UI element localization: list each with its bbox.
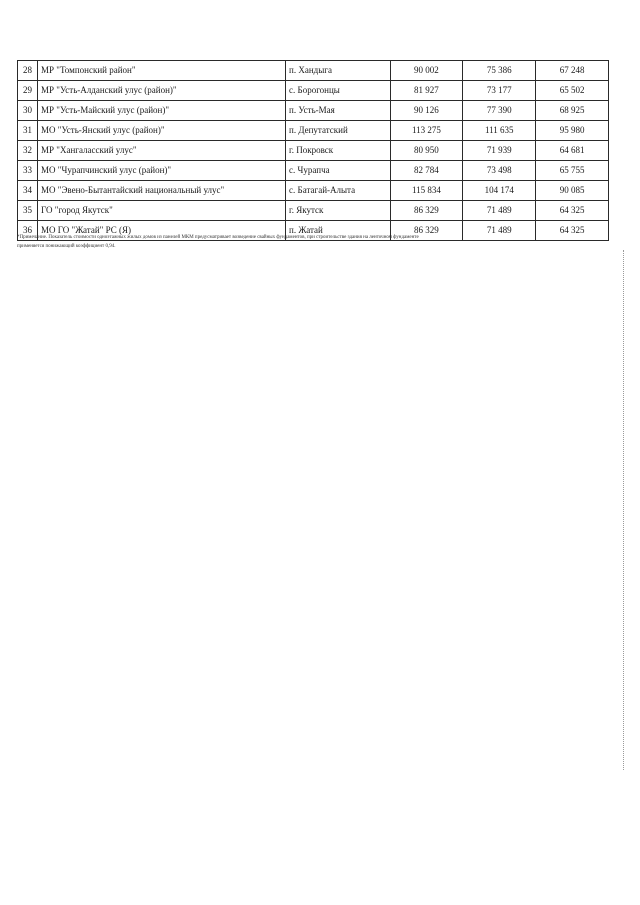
municipality-cell: МР "Усть-Алданский улус (район)"	[38, 81, 286, 101]
row-number-cell: 29	[18, 81, 38, 101]
settlement-cell: п. Депутатский	[286, 121, 390, 141]
municipality-cell: МО "Усть-Янский улус (район)"	[38, 121, 286, 141]
settlement-cell: г. Покровск	[286, 141, 390, 161]
value-cell-1: 82 784	[390, 161, 463, 181]
value-cell-2: 71 939	[463, 141, 536, 161]
value-cell-3: 68 925	[536, 101, 609, 121]
value-cell-2: 71 489	[463, 201, 536, 221]
footnote-line-2: применяется понижающий коэффициент 0,94.	[17, 244, 116, 249]
cost-table	[17, 60, 609, 241]
value-cell-3: 64 681	[536, 141, 609, 161]
value-cell-3: 64 325	[536, 221, 609, 241]
table-row	[18, 181, 609, 201]
settlement-cell: п. Жатай	[286, 221, 390, 241]
footnote	[17, 233, 609, 251]
settlement-cell: п. Хандыга	[286, 61, 390, 81]
table-row	[18, 201, 609, 221]
row-number-cell: 35	[18, 201, 38, 221]
value-cell-2: 71 489	[463, 221, 536, 241]
row-number-cell: 36	[18, 221, 38, 241]
value-cell-3: 65 755	[536, 161, 609, 181]
settlement-cell: с. Борогонцы	[286, 81, 390, 101]
settlement-cell: с. Чурапча	[286, 161, 390, 181]
value-cell-2: 77 390	[463, 101, 536, 121]
table-row	[18, 101, 609, 121]
settlement-cell: с. Батагай-Алыта	[286, 181, 390, 201]
value-cell-1: 80 950	[390, 141, 463, 161]
value-cell-3: 90 085	[536, 181, 609, 201]
table-body	[18, 61, 609, 241]
value-cell-2: 75 386	[463, 61, 536, 81]
row-number-cell: 31	[18, 121, 38, 141]
row-number-cell: 30	[18, 101, 38, 121]
value-cell-2: 111 635	[463, 121, 536, 141]
footnote-line-1: *Примечание. Показатель стоимости одноэтажных жилых домов из панелей МКМ предусматривает возведение свайных фундаментов, при строительстве здания на ленточном фундаменте	[17, 235, 419, 240]
municipality-cell: МО "Эвено-Бытантайский национальный улус"	[38, 181, 286, 201]
value-cell-1: 81 927	[390, 81, 463, 101]
settlement-cell: п. Усть-Мая	[286, 101, 390, 121]
row-number-cell: 33	[18, 161, 38, 181]
row-number-cell: 34	[18, 181, 38, 201]
value-cell-3: 95 980	[536, 121, 609, 141]
municipality-cell: МО ГО "Жатай" РС (Я)	[38, 221, 286, 241]
table-row	[18, 121, 609, 141]
value-cell-1: 115 834	[390, 181, 463, 201]
settlement-cell: г. Якутск	[286, 201, 390, 221]
scan-edge-line	[623, 250, 624, 770]
table-row	[18, 81, 609, 101]
value-cell-3: 67 248	[536, 61, 609, 81]
table-row	[18, 141, 609, 161]
value-cell-3: 65 502	[536, 81, 609, 101]
table-row	[18, 61, 609, 81]
municipality-cell: МР "Хангаласский улус"	[38, 141, 286, 161]
value-cell-2: 73 498	[463, 161, 536, 181]
row-number-cell: 28	[18, 61, 38, 81]
value-cell-3: 64 325	[536, 201, 609, 221]
value-cell-1: 90 002	[390, 61, 463, 81]
municipality-cell: ГО "город Якутск"	[38, 201, 286, 221]
municipality-cell: МО "Чурапчинский улус (район)"	[38, 161, 286, 181]
value-cell-1: 113 275	[390, 121, 463, 141]
table-row	[18, 161, 609, 181]
value-cell-2: 73 177	[463, 81, 536, 101]
municipality-cell: МР "Усть-Майский улус (район)"	[38, 101, 286, 121]
row-number-cell: 32	[18, 141, 38, 161]
municipality-cell: МР "Томпонский район"	[38, 61, 286, 81]
value-cell-1: 86 329	[390, 221, 463, 241]
value-cell-2: 104 174	[463, 181, 536, 201]
value-cell-1: 90 126	[390, 101, 463, 121]
value-cell-1: 86 329	[390, 201, 463, 221]
